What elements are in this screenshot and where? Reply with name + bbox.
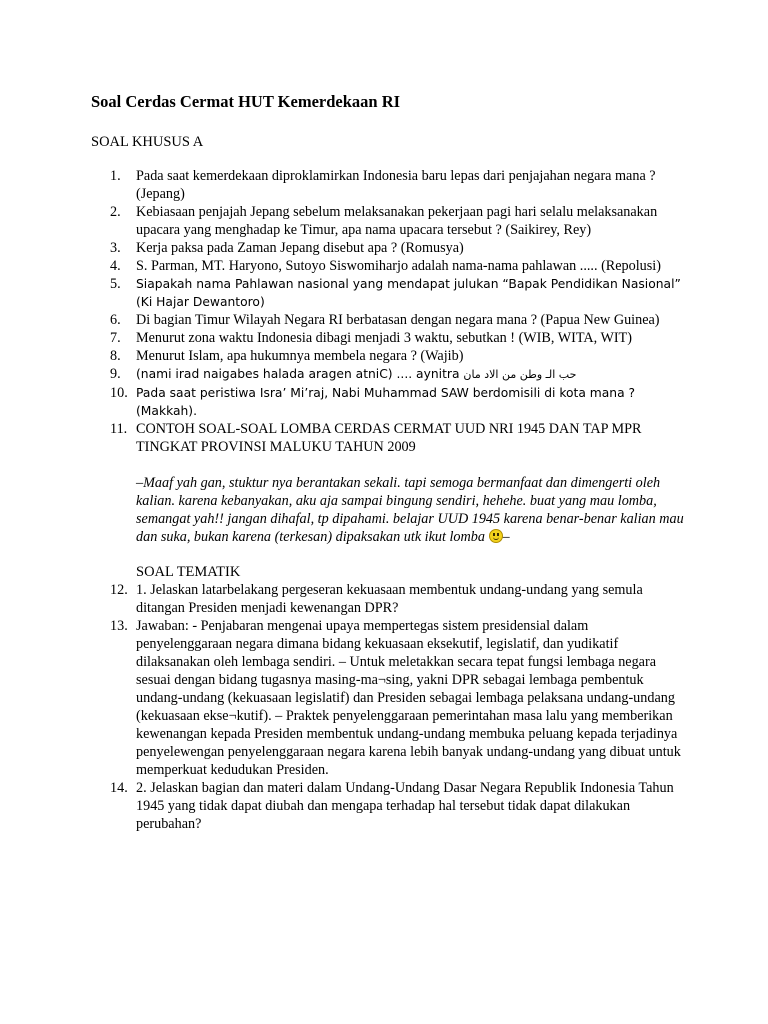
note-text: –Maaf yah gan, stuktur nya berantakan sekali. tapi semoga bermanfaat dan dimengerti oleh kalian. karena kebanyakan, aku aja sampai bingung sendiri, hehehe. buat yang mau lomba, semangat yah!! jangan dihafal, tp dipahami. belajar UUD 1945 karena benar-benar kalian mau dan suka, bukan karena (terkesan) dipaksakan utk ikut lomba — [136, 475, 684, 545]
arabic-text: حب الـ وطن من الاد مان — [463, 368, 577, 381]
item-text: Menurut Islam, apa hukumnya membela negara ? (Wajib) — [136, 348, 464, 364]
item-number: 7. — [110, 330, 121, 346]
list-item — [0, 167, 684, 203]
item-text: 1. Jelaskan latarbelakang pergeseran kekuasaan membentuk undang-undang yang semula ditangan Presiden menjadi kewenangan DPR? — [136, 582, 643, 616]
section-heading-tematik: SOAL TEMATIK — [136, 564, 241, 580]
item-number: 5. — [110, 276, 121, 292]
item-number: 1. — [110, 168, 121, 184]
item-text: Pada saat peristiwa Isra’ Mi’raj, Nabi Muhammad SAW berdomisili di kota mana ? (Makkah). — [136, 386, 636, 418]
smiley-icon — [489, 529, 503, 543]
item-text: Kebiasaan penjajah Jepang sebelum melaksanakan pekerjaan pagi hari selalu melaksanakan upacara yang menghadap ke Timur, apa nama upacara tersebut ? (Saikirey, Rey) — [136, 204, 658, 238]
item-number: 14. — [110, 780, 128, 796]
item-number: 8. — [110, 348, 121, 364]
item-text: Kerja paksa pada Zaman Jepang disebut apa ? (Romusya) — [136, 240, 464, 256]
item-text: Pada saat kemerdekaan diproklamirkan Indonesia baru lepas dari penjajahan negara mana ? (Jepang) — [136, 168, 656, 202]
list-item — [0, 275, 684, 311]
item-number: 3. — [110, 240, 121, 256]
list-item — [0, 365, 684, 384]
item-number: 11. — [110, 421, 128, 437]
item-number: 13. — [110, 618, 128, 634]
item-number: 4. — [110, 258, 121, 274]
list-item — [0, 347, 684, 365]
question-list — [0, 167, 768, 833]
list-item — [0, 203, 684, 239]
note-end: – — [502, 529, 510, 545]
item-number: 2. — [110, 204, 121, 220]
item-text: Jawaban: - Penjabaran mengenai upaya mempertegas sistem presidensial dalam penyelenggaraan negara dimana bidang kekuasaan eksekutif, legislatif, dan yudikatif dilaksanakan oleh lembaga sendiri. – Untuk meletakkan secara tepat fungsi lembaga negara sesuai dengan bidang tugasnya masing-ma¬sing, yakni DPR sebagai lembaga pembentuk undang-undang (kekuasaan legislatif) dan Presiden sebagai lembaga pelaksana undang-undang (kekuasaan ekse¬kutif). – Praktek penyelenggaraan pemerintahan masa lalu yang memberikan kewenangan kepada Presiden membentuk undang-undang membuka peluang kepada terjadinya penyelewengan penyelenggaraan negara karena lebih banyak undang-undang yang dibuat untuk memperkuat kedudukan Presiden. — [136, 618, 681, 778]
list-item — [0, 581, 684, 617]
item-text: Di bagian Timur Wilayah Negara RI berbatasan dengan negara mana ? (Papua New Guinea) — [136, 312, 660, 328]
list-item — [0, 329, 684, 347]
item-text: 2. Jelaskan bagian dan materi dalam Undang-Undang Dasar Negara Republik Indonesia Tahun 1945 yang tidak dapat diubah dan mengapa terhadap hal tersebut tidak dapat dilakukan perubahan? — [136, 780, 674, 832]
section-heading-khusus-a: SOAL KHUSUS A — [91, 134, 204, 150]
list-item — [0, 311, 684, 329]
list-item — [0, 384, 684, 420]
item-number: 12. — [110, 582, 128, 598]
item-number: 6. — [110, 312, 121, 328]
item-text: CONTOH SOAL-SOAL LOMBA CERDAS CERMAT UUD NRI 1945 DAN TAP MPR TINGKAT PROVINSI MALUKU TAHUN 2009 — [136, 421, 642, 455]
reversed-text: (nami irad naigabes halada aragen atniC) .... aynitra — [136, 367, 460, 381]
list-item — [0, 617, 684, 779]
list-item — [0, 420, 684, 456]
list-item — [0, 239, 684, 257]
item-text: Siapakah nama Pahlawan nasional yang mendapat julukan “Bapak Pendidikan Nasional” (Ki Hajar Dewantoro) — [136, 277, 681, 309]
item-text — [136, 365, 684, 384]
document-title: Soal Cerdas Cermat HUT Kemerdekaan RI — [91, 92, 401, 111]
list-item — [0, 779, 684, 833]
item-text: S. Parman, MT. Haryono, Sutoyo Siswomiharjo adalah nama-nama pahlawan ..... (Repolusi) — [136, 258, 661, 274]
item-number: 10. — [110, 385, 128, 401]
item-text: Menurut zona waktu Indonesia dibagi menjadi 3 waktu, sebutkan ! (WIB, WITA, WIT) — [136, 330, 632, 346]
note-paragraph — [0, 474, 686, 546]
list-item — [0, 257, 684, 275]
item-number: 9. — [110, 366, 121, 382]
